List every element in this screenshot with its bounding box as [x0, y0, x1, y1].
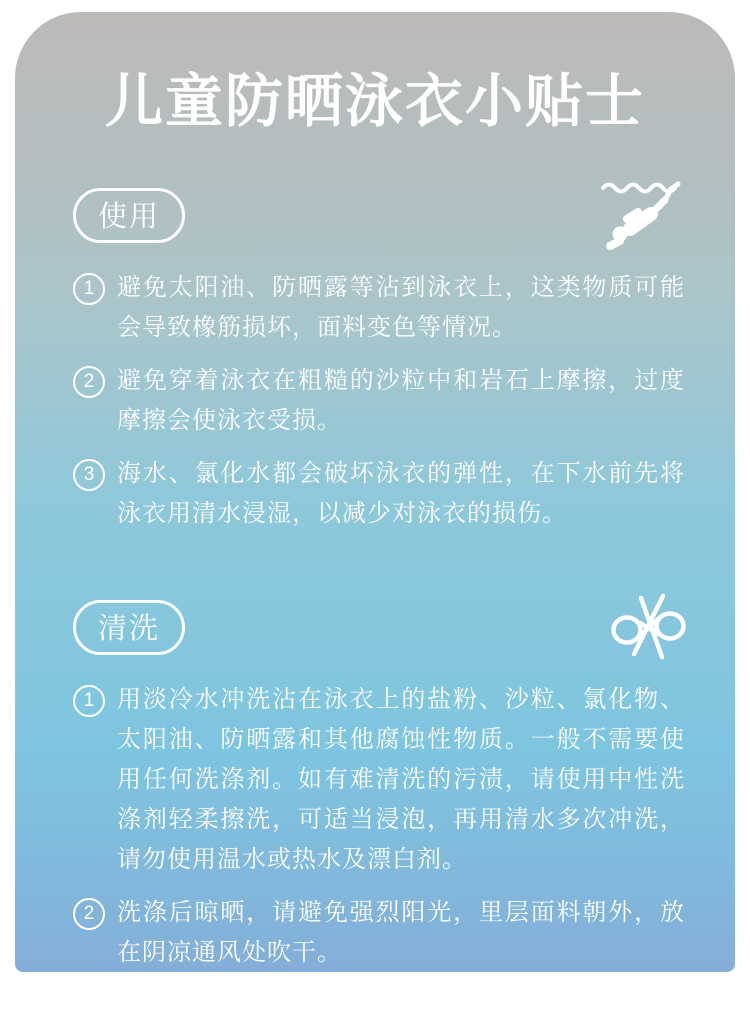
tip-text: 避免太阳油、防晒露等沾到泳衣上，这类物质可能会导致橡筋损坏，面料变色等情况。 [117, 274, 685, 341]
tip-text: 海水、氯化水都会破坏泳衣的弹性，在下水前先将泳衣用清水浸湿，以减少对泳衣的损伤。 [117, 460, 685, 527]
usage-section-header [15, 186, 735, 244]
wash-tip-3 [73, 986, 685, 1026]
tip-number: 1 [73, 685, 105, 717]
usage-tip-3 [73, 454, 685, 534]
diver-underwater-icon [595, 177, 691, 253]
wash-section-header [15, 598, 735, 656]
tip-number: 3 [73, 991, 105, 1023]
tip-number: 2 [73, 898, 105, 930]
wash-tip-1 [73, 680, 685, 880]
usage-tip-2 [73, 361, 685, 441]
tip-text: 不可洗衣机洗涤脱水烘干及熨斗熨烫。 [117, 992, 542, 1019]
usage-tips-list [15, 268, 735, 534]
tip-number: 3 [73, 459, 105, 491]
tip-text: 洗涤后晾晒，请避免强烈阳光，里层面料朝外，放在阴凉通风处吹干。 [117, 899, 685, 966]
tip-number: 2 [73, 366, 105, 398]
section-usage [15, 186, 735, 534]
section-wash [15, 598, 735, 1026]
tip-text: 避免穿着泳衣在粗糙的沙粒中和岩石上摩擦，过度摩擦会使泳衣受损。 [117, 367, 685, 434]
wash-section-badge: 清洗 [73, 600, 185, 655]
wash-tips-list [15, 680, 735, 1026]
page-title: 儿童防晒泳衣小贴士 [104, 69, 645, 134]
tip-number: 1 [73, 273, 105, 305]
tips-card [15, 12, 735, 1019]
usage-tip-1 [73, 268, 685, 348]
tip-text: 用淡冷水冲洗沾在泳衣上的盐粉、沙粒、氯化物、太阳油、防晒露和其他腐蚀性物质。一般不需要使用任何洗涤剂。如有难清洗的污渍，请使用中性洗涤剂轻柔擦洗，可适当浸泡，再用清水多次冲洗，请勿使用温水或热水及漂白剂。 [117, 686, 685, 873]
wash-tip-2 [73, 893, 685, 973]
do-not-wring-icon [607, 593, 691, 661]
usage-section-badge: 使用 [73, 188, 185, 243]
